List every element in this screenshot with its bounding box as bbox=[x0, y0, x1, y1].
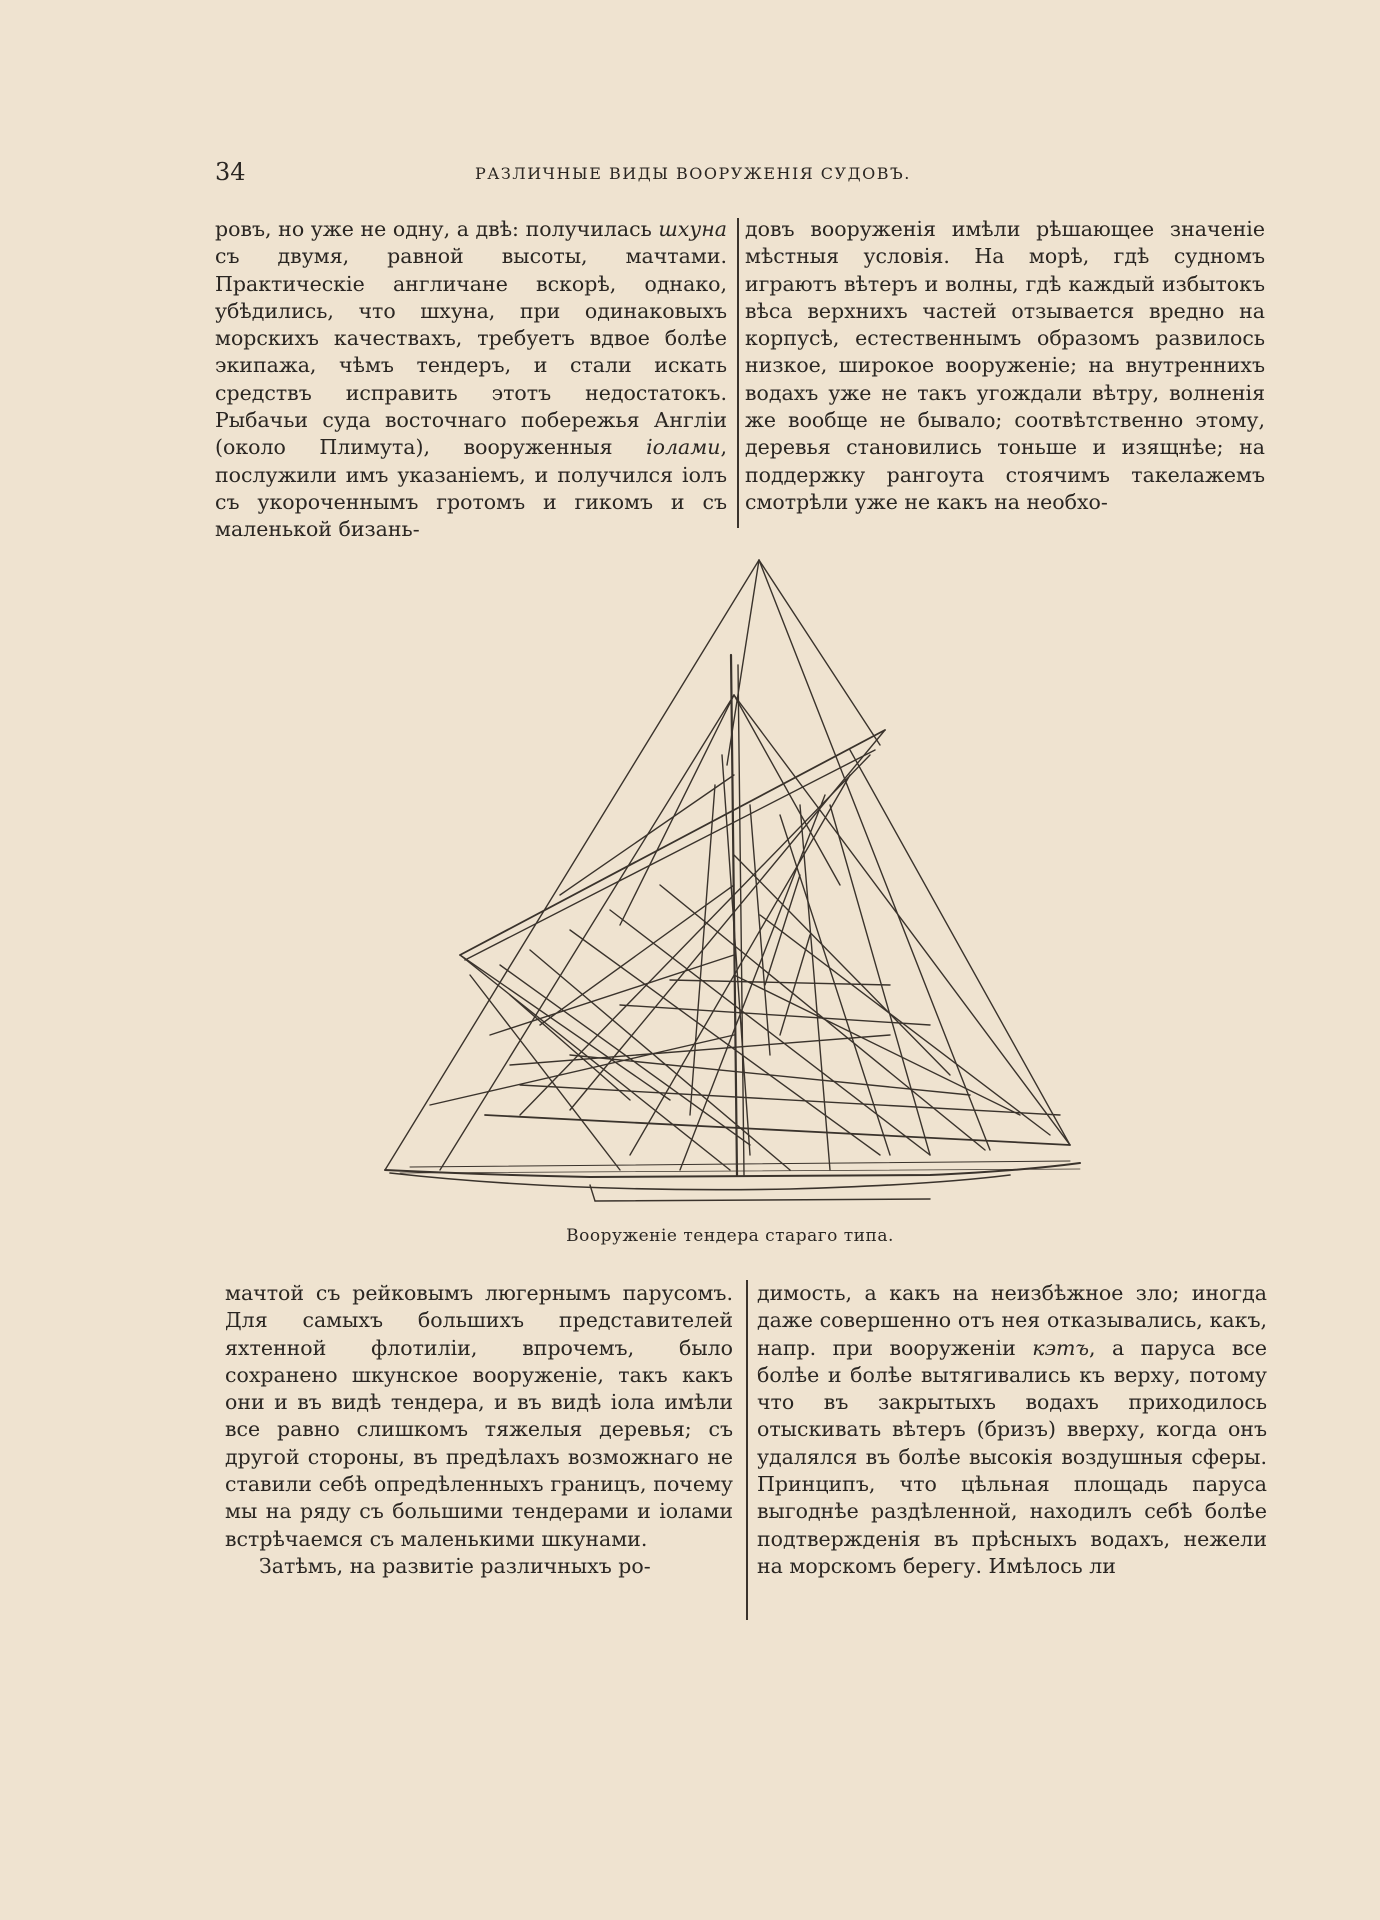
rigging-illustration bbox=[370, 555, 1090, 1205]
paragraph: довъ вооруженія имѣли рѣшающее значеніе мѣстныя условія. На морѣ, гдѣ судномъ играютъ вѣтеръ и волны, гдѣ каждый избытокъ вѣса верхнихъ частей отзывается вредно на корпусѣ, естественнымъ образомъ развилось низкое, широкое вооруженіе; на внутреннихъ водахъ уже не такъ угождали вѣтру, волненія же вообще не бывало; соотвѣтственно этому, деревья становились тоньше и изящнѣе; на поддержку рангоута стоячимъ такелажемъ смотрѣли уже не какъ на необхо- bbox=[745, 217, 1265, 514]
running-head: РАЗЛИЧНЫЕ ВИДЫ ВООРУЖЕНІЯ СУДОВЪ. bbox=[475, 164, 911, 183]
paragraph: димость, а какъ на неизбѣжное зло; иногда даже совершенно отъ нея отказывались, какъ, напр. при вооруженіи кэтъ, а паруса все болѣе и болѣе вытягивались къ верху, потому что въ закрытыхъ водахъ приходилось отыскивать вѣтеръ (бризъ) вверху, когда онъ удалялся въ болѣе высокія воздушныя сферы. Принципъ, что цѣльная площадь паруса выгоднѣе раздѣленной, находилъ себѣ болѣе подтвержденія въ прѣсныхъ водахъ, нежели на морскомъ берегу. Имѣлось ли bbox=[757, 1281, 1267, 1578]
top-right-column bbox=[745, 216, 1265, 516]
page-number: 34 bbox=[215, 158, 246, 186]
paragraph: ровъ, но уже не одну, а двѣ: получилась шхуна съ двумя, равной высоты, мачтами. Практическіе англичане вскорѣ, однако, убѣдились, что шхуна, при одинаковыхъ морскихъ качествахъ, требуетъ вдвое болѣе экипажа, чѣмъ тендеръ, и стали искать средствъ исправить этотъ недостатокъ. Рыбачьи суда восточнаго побережья Англіи (около Плимута), вооруженныя іолами, послужили имъ указаніемъ, и получился іолъ съ укороченнымъ гротомъ и гикомъ и съ маленькой бизань- bbox=[215, 217, 727, 542]
cutter-rigging-drawing bbox=[370, 555, 1090, 1205]
page-header bbox=[215, 158, 1265, 194]
bottom-right-column bbox=[757, 1280, 1267, 1580]
column-divider bbox=[746, 1280, 748, 1620]
paragraph: мачтой съ рейковымъ люгернымъ парусомъ. Для самыхъ большихъ представителей яхтенной флотиліи, впрочемъ, было сохранено шкунское вооруженіе, такъ какъ они и въ видѣ тендера, и въ видѣ іола имѣли все равно слишкомъ тяжелыя деревья; съ другой стороны, въ предѣлахъ возможнаго не ставили себѣ опредѣленныхъ границъ, почему мы на ряду съ большими тендерами и іолами встрѣчаемся съ маленькими шкунами. bbox=[225, 1281, 733, 1551]
column-divider bbox=[737, 218, 739, 528]
top-left-column bbox=[215, 216, 727, 544]
figure-caption: Вооруженіе тендера стараго типа. bbox=[566, 1226, 894, 1246]
paragraph: Затѣмъ, на развитіе различныхъ ро- bbox=[259, 1553, 651, 1578]
bottom-left-column bbox=[225, 1280, 733, 1580]
